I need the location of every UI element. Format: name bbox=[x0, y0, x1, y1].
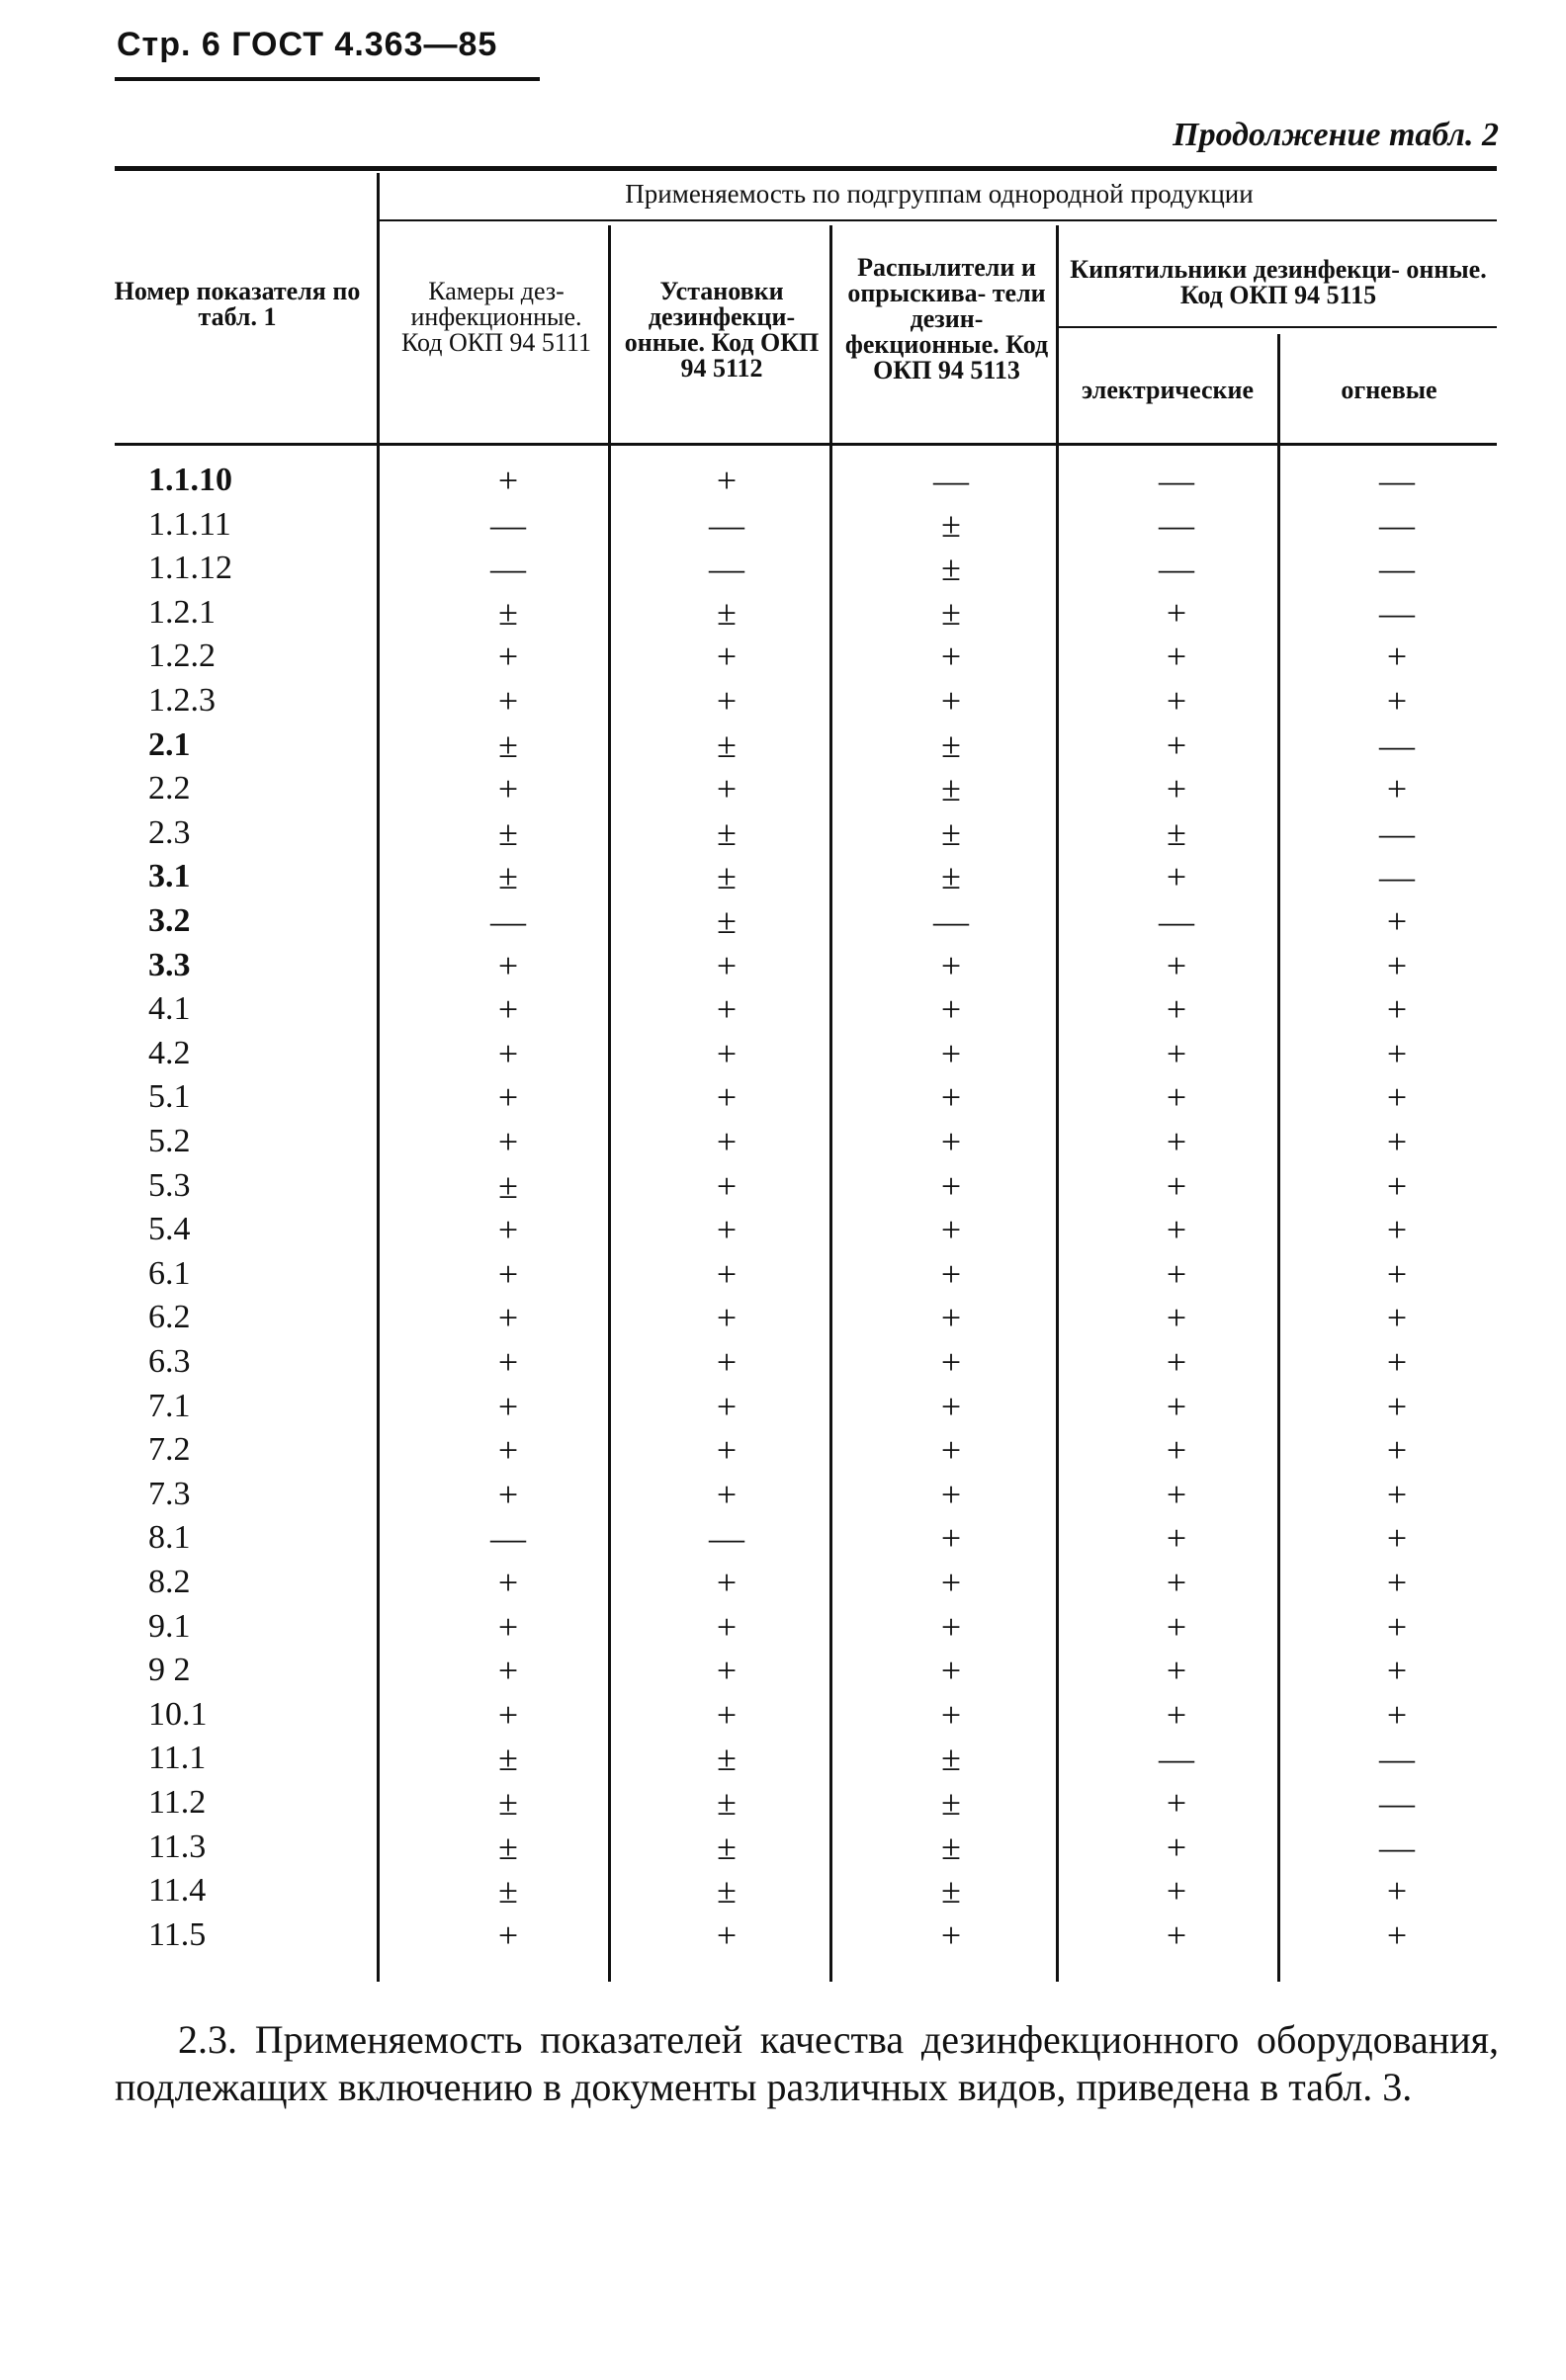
table-cell: + bbox=[716, 1342, 738, 1382]
table-cell: + bbox=[716, 1210, 738, 1250]
table-cell: ± bbox=[941, 812, 961, 853]
row-number: 7.2 bbox=[148, 1431, 191, 1469]
table-cell: — bbox=[1379, 1783, 1415, 1823]
row-number: 11.2 bbox=[148, 1784, 207, 1821]
table-cell: + bbox=[940, 1077, 962, 1118]
table-cell: — bbox=[1379, 549, 1415, 589]
table-cell: + bbox=[716, 1253, 738, 1294]
table-cell: — bbox=[490, 1518, 526, 1559]
table-cell: + bbox=[1166, 769, 1187, 809]
table-cell: + bbox=[940, 1165, 962, 1206]
table-cell: + bbox=[1166, 1430, 1187, 1471]
table-cell: + bbox=[1386, 1518, 1408, 1559]
table-cell: + bbox=[497, 637, 519, 677]
table-cell: — bbox=[1379, 461, 1415, 500]
table-cell: + bbox=[1386, 1606, 1408, 1647]
table-cell: + bbox=[940, 1651, 962, 1691]
table-cell: ± bbox=[498, 592, 518, 633]
table-cell: + bbox=[1386, 1210, 1408, 1250]
table-cell: + bbox=[1166, 1210, 1187, 1250]
row-number: 1.1.11 bbox=[148, 505, 231, 543]
column-divider bbox=[377, 173, 380, 1982]
table-cell: + bbox=[716, 681, 738, 721]
table-cell: + bbox=[1386, 1563, 1408, 1602]
table-cell: + bbox=[497, 1298, 519, 1338]
table-cell: + bbox=[1166, 1122, 1187, 1161]
table-cell: + bbox=[1386, 1430, 1408, 1471]
table-cell: + bbox=[716, 1914, 738, 1955]
table-cell: + bbox=[497, 1253, 519, 1294]
table-cell: + bbox=[716, 1077, 738, 1118]
row-number: 6.3 bbox=[148, 1343, 191, 1380]
table-cell: + bbox=[1166, 1298, 1187, 1338]
column-header-fired: огневые bbox=[1341, 376, 1437, 404]
row-number: 8.1 bbox=[148, 1519, 191, 1557]
table-cell: + bbox=[1166, 1871, 1187, 1912]
table-cell: + bbox=[1166, 1474, 1187, 1514]
table-cell: — bbox=[709, 504, 744, 545]
table-cell: + bbox=[940, 1606, 962, 1647]
column-divider bbox=[1056, 225, 1059, 1982]
table-cell: + bbox=[1166, 1518, 1187, 1559]
table-cell: + bbox=[940, 1033, 962, 1073]
table-cell: ± bbox=[941, 1783, 961, 1823]
row-number: 8.2 bbox=[148, 1564, 191, 1600]
table-cell: ± bbox=[941, 769, 961, 809]
table-cell: + bbox=[940, 1298, 962, 1338]
table-cell: + bbox=[1166, 637, 1187, 677]
row-number: 5.4 bbox=[148, 1211, 191, 1248]
table-cell: + bbox=[940, 637, 962, 677]
table-cell: ± bbox=[498, 1783, 518, 1823]
table-cell: ± bbox=[498, 1165, 518, 1206]
row-number: 7.1 bbox=[148, 1387, 191, 1424]
row-number: 5.2 bbox=[148, 1123, 191, 1159]
table-cell: ± bbox=[717, 1871, 737, 1912]
table-cell: ± bbox=[1167, 812, 1186, 853]
table-cell: ± bbox=[498, 857, 518, 897]
table-top-rule bbox=[115, 166, 1497, 171]
table-cell: — bbox=[1379, 1827, 1415, 1867]
table-cell: + bbox=[1166, 1077, 1187, 1118]
column-header-indicator: Номер показателя по табл. 1 bbox=[114, 277, 361, 331]
table-cell: + bbox=[1386, 1122, 1408, 1161]
table-cell: + bbox=[1386, 1298, 1408, 1338]
column-divider bbox=[1277, 334, 1280, 1982]
table-cell: + bbox=[497, 1430, 519, 1471]
table-cell: + bbox=[940, 1386, 962, 1426]
table-cell: + bbox=[1166, 1253, 1187, 1294]
table-cell: + bbox=[1386, 769, 1408, 809]
table-cell: + bbox=[1166, 1651, 1187, 1691]
table-cell: + bbox=[940, 1253, 962, 1294]
table-cell: ± bbox=[498, 1827, 518, 1867]
row-number: 11.4 bbox=[148, 1872, 207, 1910]
row-number: 1.2.3 bbox=[148, 682, 216, 719]
table-cell: ± bbox=[717, 901, 737, 941]
table-cell: + bbox=[497, 769, 519, 809]
table-cell: + bbox=[1386, 1914, 1408, 1955]
group-header: Применяемость по подгруппам однородной продукции bbox=[625, 179, 1254, 209]
table-cell: + bbox=[940, 945, 962, 985]
table-cell: — bbox=[490, 901, 526, 941]
row-number: 3.2 bbox=[148, 902, 191, 939]
table-cell: + bbox=[1166, 1033, 1187, 1073]
table-cell: — bbox=[1379, 857, 1415, 897]
table-cell: ± bbox=[941, 857, 961, 897]
table-cell: + bbox=[497, 1077, 519, 1118]
table-cell: + bbox=[497, 1122, 519, 1161]
row-number: 7.3 bbox=[148, 1475, 191, 1512]
table-cell: ± bbox=[717, 1739, 737, 1779]
table-cell: + bbox=[716, 1474, 738, 1514]
table-cell: + bbox=[1386, 1165, 1408, 1206]
table-cell: + bbox=[1386, 1386, 1408, 1426]
table-cell: + bbox=[1386, 1033, 1408, 1073]
table-cell: ± bbox=[498, 724, 518, 765]
header-bottom-rule bbox=[115, 443, 1497, 446]
row-number: 11.5 bbox=[148, 1915, 207, 1953]
table-cell: + bbox=[1166, 945, 1187, 985]
table-cell: + bbox=[716, 1386, 738, 1426]
table-cell: — bbox=[933, 901, 969, 941]
table-cell: — bbox=[1159, 901, 1194, 941]
row-number: 1.2.1 bbox=[148, 593, 216, 631]
table-cell: + bbox=[1166, 1563, 1187, 1602]
row-number: 4.1 bbox=[148, 990, 191, 1028]
table-cell: ± bbox=[941, 1739, 961, 1779]
table-cell: + bbox=[1166, 1783, 1187, 1823]
row-number: 9.1 bbox=[148, 1607, 191, 1645]
table-cell: + bbox=[940, 1518, 962, 1559]
table-cell: + bbox=[1386, 945, 1408, 985]
table-cell: + bbox=[940, 1694, 962, 1735]
row-number: 6.1 bbox=[148, 1254, 191, 1292]
table-cell: + bbox=[716, 1033, 738, 1073]
table-cell: — bbox=[1159, 549, 1194, 589]
table-cell: ± bbox=[717, 1783, 737, 1823]
row-number: 1.1.10 bbox=[148, 462, 232, 498]
table-cell: ± bbox=[498, 812, 518, 853]
row-number: 6.2 bbox=[148, 1299, 191, 1336]
table-cell: + bbox=[716, 461, 738, 500]
table-cell: + bbox=[716, 637, 738, 677]
table-cell: + bbox=[1386, 1077, 1408, 1118]
table-cell: ± bbox=[717, 724, 737, 765]
table-cell: + bbox=[940, 1914, 962, 1955]
boiler-sub-rule bbox=[1058, 326, 1497, 328]
table-cell: + bbox=[1386, 637, 1408, 677]
table-cell: + bbox=[1386, 1651, 1408, 1691]
table-cell: + bbox=[940, 1430, 962, 1471]
table-cell: + bbox=[716, 1298, 738, 1338]
table-cell: + bbox=[1386, 901, 1408, 941]
table-cell: + bbox=[497, 1606, 519, 1647]
table-cell: + bbox=[497, 461, 519, 500]
table-cell: ± bbox=[717, 812, 737, 853]
table-cell: — bbox=[490, 504, 526, 545]
table-cell: + bbox=[1386, 1694, 1408, 1735]
table-cell: ± bbox=[941, 1827, 961, 1867]
row-number: 10.1 bbox=[148, 1695, 208, 1733]
table-cell: ± bbox=[498, 1739, 518, 1779]
header-rule bbox=[115, 77, 540, 81]
row-number: 1.2.2 bbox=[148, 638, 216, 675]
table-cell: + bbox=[716, 1606, 738, 1647]
table-cell: + bbox=[1166, 1914, 1187, 1955]
table-cell: + bbox=[497, 1033, 519, 1073]
table-cell: + bbox=[1386, 1342, 1408, 1382]
table-cell: + bbox=[940, 989, 962, 1030]
table-cell: + bbox=[497, 1342, 519, 1382]
table-cell: ± bbox=[717, 592, 737, 633]
table-cell: + bbox=[716, 769, 738, 809]
column-header-sprayers: Распылители и опрыскива- тели дезин- фекционные. Код ОКП 94 5113 bbox=[844, 253, 1049, 384]
table-cell: + bbox=[1166, 724, 1187, 765]
table-cell: ± bbox=[941, 504, 961, 545]
table-cell: + bbox=[716, 1122, 738, 1161]
table-cell: + bbox=[497, 989, 519, 1030]
column-divider bbox=[608, 225, 611, 1982]
table-cell: — bbox=[709, 549, 744, 589]
table-cell: + bbox=[1166, 1827, 1187, 1867]
table-cell: — bbox=[1379, 592, 1415, 633]
table-cell: ± bbox=[941, 592, 961, 633]
table-cell: — bbox=[1379, 504, 1415, 545]
table-cell: + bbox=[497, 1651, 519, 1691]
table-cell: + bbox=[497, 1563, 519, 1602]
table-cell: — bbox=[1379, 1739, 1415, 1779]
table-cell: + bbox=[716, 1694, 738, 1735]
row-number: 2.3 bbox=[148, 813, 191, 851]
header-group-rule bbox=[379, 219, 1497, 221]
row-number: 1.1.12 bbox=[148, 550, 232, 587]
table-cell: + bbox=[1166, 681, 1187, 721]
table-cell: + bbox=[497, 1474, 519, 1514]
table-cell: — bbox=[1159, 461, 1194, 500]
table-cell: ± bbox=[941, 1871, 961, 1912]
table-cell: + bbox=[497, 1386, 519, 1426]
row-number: 5.3 bbox=[148, 1166, 191, 1204]
table-cell: ± bbox=[717, 857, 737, 897]
table-cell: + bbox=[1166, 1606, 1187, 1647]
row-number: 11.3 bbox=[148, 1828, 207, 1865]
table-cell: + bbox=[940, 1342, 962, 1382]
table-cell: + bbox=[940, 1563, 962, 1602]
table-cell: + bbox=[1166, 989, 1187, 1030]
paragraph-text: 2.3. Применяемость показателей качества дезинфекционного оборудования, подлежащих включению в документы различных видов, приведена в табл. 3. bbox=[115, 2017, 1499, 2109]
column-divider bbox=[829, 225, 832, 1982]
table-cell: + bbox=[1386, 681, 1408, 721]
table-cell: + bbox=[1386, 1871, 1408, 1912]
table-cell: + bbox=[1166, 1165, 1187, 1206]
table-cell: + bbox=[716, 1165, 738, 1206]
column-header-boilers: Кипятильники дезинфекци- онные. Код ОКП 94 5115 bbox=[1070, 255, 1487, 309]
page-header: Стр. 6 ГОСТ 4.363—85 bbox=[117, 26, 498, 63]
table-cell: ± bbox=[941, 724, 961, 765]
table-cell: + bbox=[1386, 1253, 1408, 1294]
row-number: 4.2 bbox=[148, 1034, 191, 1071]
table-cell: — bbox=[1159, 1739, 1194, 1779]
column-header-electric: электрические bbox=[1082, 376, 1254, 404]
table-cell: + bbox=[716, 1430, 738, 1471]
table-cell: + bbox=[497, 681, 519, 721]
row-number: 2.1 bbox=[148, 725, 191, 763]
table-cell: + bbox=[1166, 1694, 1187, 1735]
row-number: 3.3 bbox=[148, 946, 191, 983]
table-cell: ± bbox=[498, 1871, 518, 1912]
table-cell: + bbox=[940, 1474, 962, 1514]
table-cell: + bbox=[1166, 1342, 1187, 1382]
table-cell: + bbox=[1166, 592, 1187, 633]
table-cell: — bbox=[933, 461, 969, 500]
table-cell: + bbox=[497, 1694, 519, 1735]
row-number: 3.1 bbox=[148, 858, 191, 895]
column-header-installations: Установки дезинфекци- онные. Код ОКП 94 5112 bbox=[624, 277, 820, 382]
table-cell: + bbox=[1386, 989, 1408, 1030]
row-number: 2.2 bbox=[148, 770, 191, 808]
table-cell: + bbox=[716, 989, 738, 1030]
table-cell: — bbox=[709, 1518, 744, 1559]
table-cell: ± bbox=[717, 1827, 737, 1867]
table-cell: + bbox=[716, 1651, 738, 1691]
table-cell: + bbox=[1166, 857, 1187, 897]
table-cell: + bbox=[940, 1210, 962, 1250]
column-header-chambers: Камеры дез- инфекционные. Код ОКП 94 5111 bbox=[401, 277, 591, 357]
row-number: 9 2 bbox=[148, 1652, 191, 1689]
table-continuation-label: Продолжение табл. 2 bbox=[1173, 117, 1499, 153]
table-cell: + bbox=[716, 1563, 738, 1602]
paragraph-2-3 bbox=[115, 2016, 1499, 2111]
table-cell: + bbox=[716, 945, 738, 985]
table-cell: — bbox=[1379, 812, 1415, 853]
table-cell: — bbox=[1379, 724, 1415, 765]
table-cell: + bbox=[940, 681, 962, 721]
table-cell: — bbox=[490, 549, 526, 589]
table-cell: + bbox=[497, 945, 519, 985]
row-number: 11.1 bbox=[148, 1740, 207, 1777]
table-cell: — bbox=[1159, 504, 1194, 545]
table-cell: + bbox=[1386, 1474, 1408, 1514]
table-cell: + bbox=[497, 1210, 519, 1250]
table-cell: + bbox=[940, 1122, 962, 1161]
row-number: 5.1 bbox=[148, 1078, 191, 1116]
table-cell: + bbox=[1166, 1386, 1187, 1426]
table-cell: ± bbox=[941, 549, 961, 589]
table-cell: + bbox=[497, 1914, 519, 1955]
